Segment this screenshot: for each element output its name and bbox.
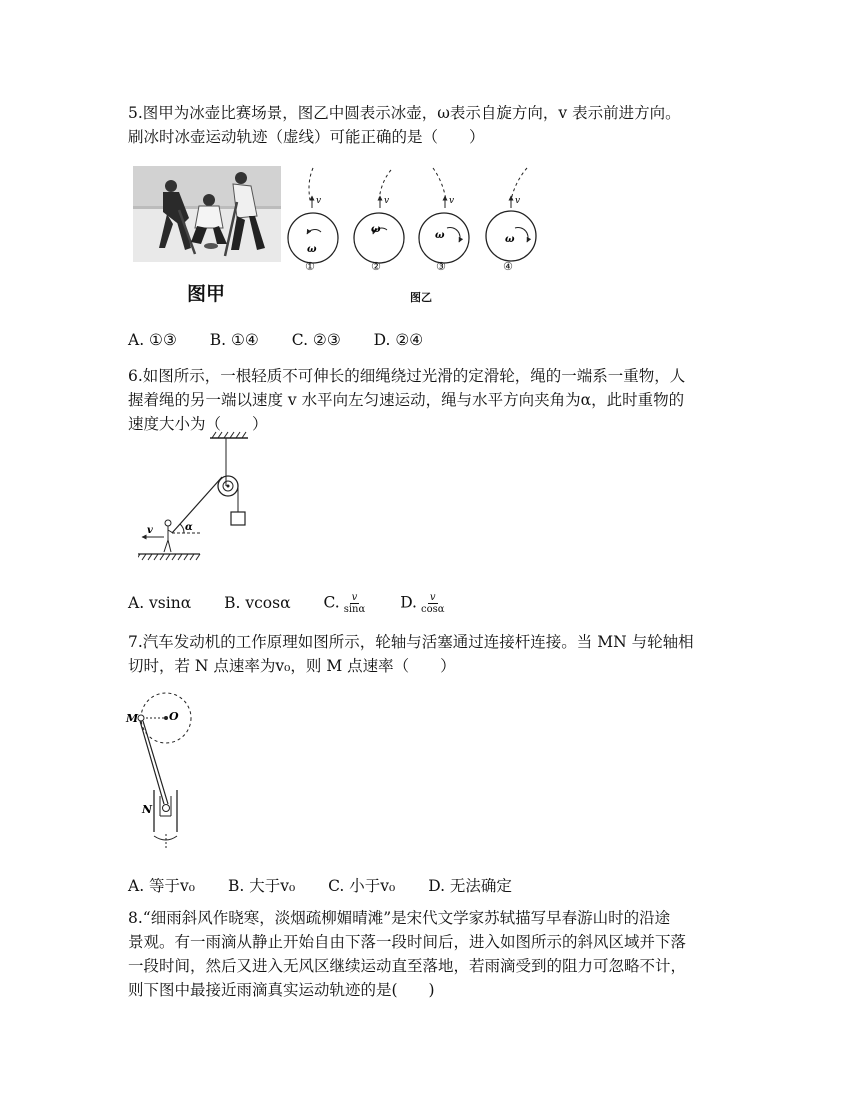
q7-options <box>128 874 540 896</box>
q6-option-c[interactable] <box>323 592 367 615</box>
stone-label-3: ③ <box>436 260 446 273</box>
stone-3 <box>419 168 469 263</box>
question-7 <box>128 630 728 678</box>
q6-option-c-numerator: v <box>351 592 358 603</box>
q6-option-d-fraction <box>419 592 447 615</box>
q7-option-d[interactable]: D. 无法确定 <box>428 877 512 895</box>
question-6 <box>128 364 728 436</box>
q6-stem-line2: 握着绳的另一端以速度 v 水平向左匀速运动，绳与水平方向夹角为α，此时重物的 <box>128 391 685 409</box>
stone-4 <box>486 168 536 261</box>
q7-option-b[interactable]: B. 大于v₀ <box>227 877 296 895</box>
q6-option-d-numerator: v <box>429 592 436 603</box>
q6-option-a[interactable]: A. vsinα <box>128 593 192 612</box>
svg-text:v: v <box>515 196 521 206</box>
q6-option-d-prefix: D. <box>400 593 417 612</box>
svg-text:ω: ω <box>505 234 515 245</box>
curling-photo <box>133 166 281 262</box>
stone-label-1: ① <box>305 260 315 273</box>
svg-text:ω: ω <box>435 230 445 241</box>
stone-label-4: ④ <box>503 260 513 273</box>
q6-option-d-denominator: cosα <box>421 604 445 615</box>
q6-stem-line3: 速度大小为（ ） <box>128 415 268 433</box>
q5-stem-line2: 刷冰时冰壶运动轨迹（虚线）可能正确的是（ ） <box>128 128 485 146</box>
q8-stem-line2: 景观。有一雨滴从静止开始自由下落一段时间后，进入如图所示的斜风区域并下落 <box>128 933 687 951</box>
engine-figure <box>120 692 220 862</box>
q5-option-b[interactable]: B. ①④ <box>209 331 259 349</box>
q8-stem-line4: 则下图中最接近雨滴真实运动轨迹的是( ) <box>128 981 435 999</box>
q6-options <box>128 592 475 615</box>
q5-option-a[interactable]: A. ①③ <box>128 331 177 349</box>
alpha-label: α <box>185 522 193 533</box>
q5-stem-line1: 5.图甲为冰壶比赛场景，图乙中圆表示冰壶，ω表示自旋方向，v 表示前进方向。 <box>128 104 681 122</box>
q5-options <box>128 331 451 349</box>
stone-2 <box>354 170 404 263</box>
pulley-figure <box>138 430 258 565</box>
q8-stem-line1: 8.“细雨斜风作晓寒，淡烟疏柳媚晴滩”是宋代文学家苏轼描写早春游山时的沿途 <box>128 909 671 927</box>
q5-option-d[interactable]: D. ②④ <box>373 331 424 349</box>
q5-option-c[interactable]: C. ②③ <box>291 331 341 349</box>
stone-1 <box>288 168 338 263</box>
q6-option-d[interactable] <box>400 592 446 615</box>
svg-text:ω: ω <box>307 244 317 255</box>
point-o-label: O <box>169 710 179 723</box>
q7-option-c[interactable]: C. 小于v₀ <box>328 877 396 895</box>
svg-text:ω: ω <box>371 224 381 235</box>
svg-text:v: v <box>384 196 390 206</box>
q6-option-c-denominator: sinα <box>343 604 366 615</box>
question-5 <box>128 101 728 149</box>
q8-stem-line3: 一段时间，然后又进入无风区继续运动直至落地，若雨滴受到的阻力可忽略不计， <box>128 957 687 975</box>
q7-stem-line1: 7.汽车发动机的工作原理如图所示，轮轴与活塞通过连接杆连接。当 MN 与轮轴相 <box>128 633 694 651</box>
q7-option-a[interactable]: A. 等于v₀ <box>128 877 196 895</box>
q6-stem-line1: 6.如图所示，一根轻质不可伸长的细绳绕过光滑的定滑轮，绳的一端系一重物，人 <box>128 367 686 385</box>
fig-b-label: 图乙 <box>410 291 432 304</box>
q7-stem-line2: 切时，若 N 点速率为v₀，则 M 点速率（ ） <box>128 657 456 675</box>
q6-option-b[interactable]: B. vcosα <box>224 593 291 612</box>
question-8 <box>128 906 728 1002</box>
point-n-label: N <box>142 803 153 816</box>
q6-option-c-fraction <box>342 592 368 615</box>
stone-label-2: ② <box>371 260 381 273</box>
fig-a-label: 图甲 <box>187 283 226 305</box>
svg-text:v: v <box>316 196 322 206</box>
q6-option-c-prefix: C. <box>323 593 340 612</box>
point-m-label: M <box>126 712 139 725</box>
velocity-label: v <box>147 525 153 536</box>
svg-text:v: v <box>449 196 455 206</box>
